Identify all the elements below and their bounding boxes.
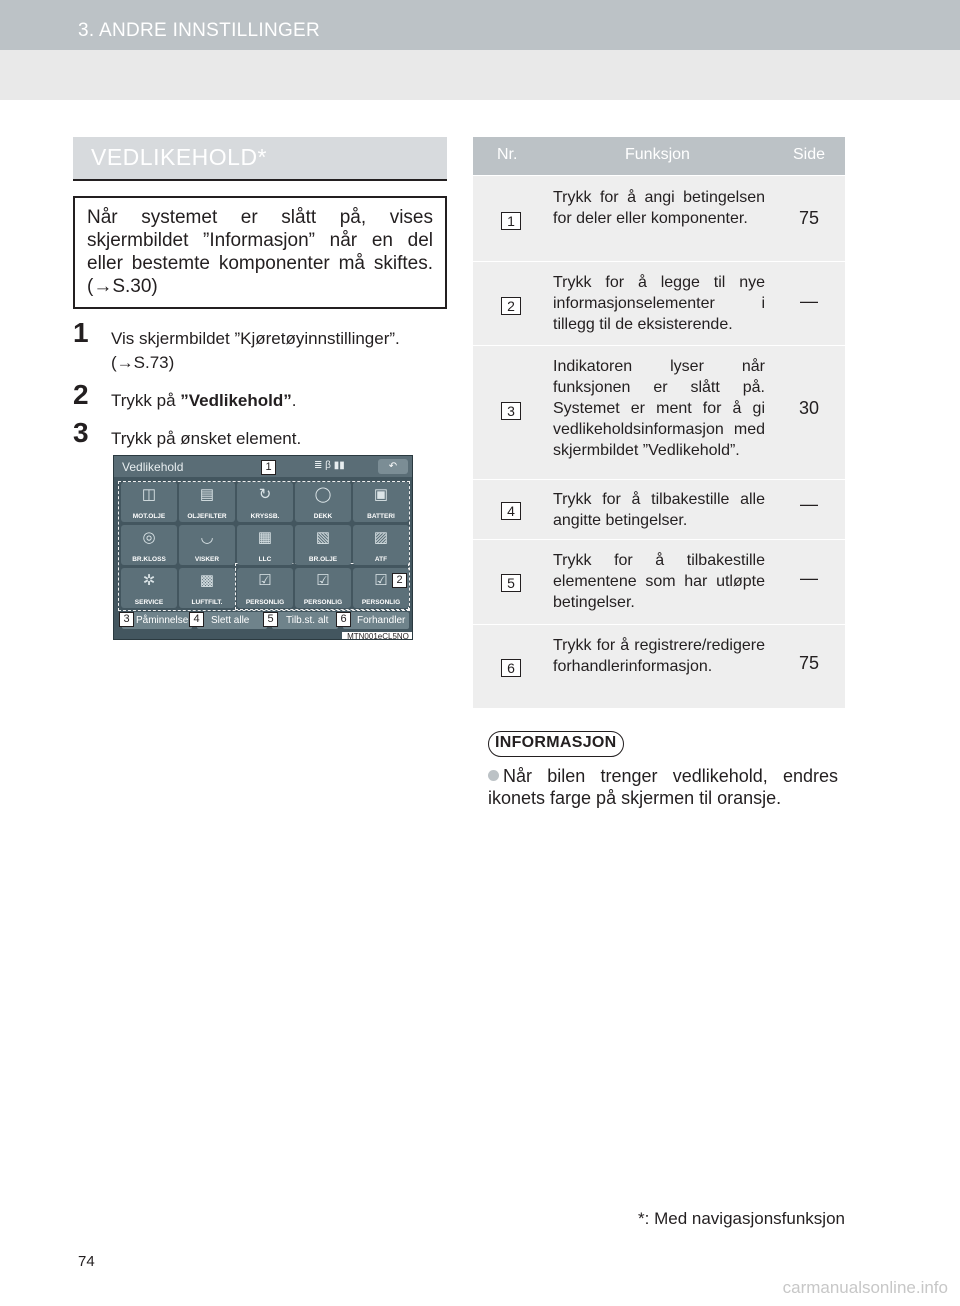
bullet-icon — [488, 770, 499, 781]
screen-title: Vedlikehold — [122, 460, 184, 474]
header-side: Side — [793, 146, 826, 163]
tile-dekk[interactable]: ◯ DEKK — [295, 482, 351, 522]
row-number: 2 — [501, 297, 521, 315]
table-row — [473, 624, 845, 708]
tile-kryssb[interactable]: ↻ KRYSSB. — [237, 482, 293, 522]
battery-icon: ▣ — [373, 486, 389, 503]
tire-rotation-icon: ↻ — [258, 486, 272, 503]
left-column — [73, 137, 447, 465]
tile-llc[interactable]: ▦ LLC — [237, 525, 293, 565]
radiator-icon: ▦ — [257, 529, 273, 546]
reminder-button[interactable]: Påminnelse — [122, 612, 192, 629]
table-row — [473, 479, 845, 539]
figure-code: MTN001eCL5NO — [342, 632, 413, 640]
callout-5: 5 — [263, 612, 278, 627]
oil-can-icon: ◫ — [141, 486, 157, 503]
filter-icon: ▤ — [199, 486, 215, 503]
wrench-icon: ✲ — [142, 572, 156, 589]
row-number: 3 — [501, 402, 521, 420]
row-description: Trykk for å tilbakestille elementene som har utløpte betingelser. — [553, 552, 765, 611]
step-1 — [73, 317, 447, 375]
callout-1: 1 — [261, 460, 276, 475]
transmission-icon: ▨ — [373, 529, 389, 546]
back-button[interactable]: ↶ — [378, 459, 408, 474]
notice-box: Når systemet er slått på, vises skjermbildet ”Informasjon” når en del eller bestemte komponenter må skiftes. (→S.30) — [73, 196, 447, 309]
table-row — [473, 175, 845, 261]
tile-luftfilt[interactable]: ▩ LUFTFILT. — [179, 568, 235, 608]
reset-all-button[interactable]: Tilb.st. alt — [272, 612, 338, 629]
tile-atf[interactable]: ▨ ATF — [353, 525, 409, 565]
step-3 — [73, 417, 447, 451]
row-page: 75 — [798, 208, 820, 228]
step-2 — [73, 379, 447, 413]
step-text: Vis skjermbildet ”Kjøretøyinnstillinger”. (→S.73) — [111, 329, 400, 372]
callout-3: 3 — [119, 612, 134, 627]
table-header — [473, 137, 845, 175]
info-body: Når bilen trenger vedlikehold, endres ikonets farge på skjermen til oransje. — [488, 766, 838, 808]
tile-br-kloss[interactable]: ◎ BR.KLOSS — [121, 525, 177, 565]
status-icons — [314, 460, 345, 471]
row-number: 1 — [501, 212, 521, 230]
row-number: 6 — [501, 659, 521, 677]
tile-personlig-3[interactable]: ☑ PERSONLIG — [353, 568, 409, 608]
info-text — [488, 765, 838, 809]
row-page: — — [800, 568, 818, 588]
tile-service[interactable]: ✲ SERVICE — [121, 568, 177, 608]
tile-visker[interactable]: ◡ VISKER — [179, 525, 235, 565]
tile-personlig-1[interactable]: ☑ PERSONLIG — [237, 568, 293, 608]
row-description: Trykk for å legge til nye informasjonselementer i tillegg til de eksisterende. — [553, 274, 765, 333]
callout-4: 4 — [189, 612, 204, 627]
row-description: Trykk for å registrere/redigere forhandlerinformasjon. — [553, 637, 765, 675]
dealer-button[interactable]: Forhandler — [343, 612, 409, 629]
row-page: 30 — [798, 398, 820, 418]
step-text: Trykk på ønsket element. — [111, 429, 302, 448]
step-number: 1 — [73, 317, 89, 348]
reception-icon: ▮▮ — [333, 460, 345, 471]
checklist-icon: ☑ — [316, 572, 330, 589]
callout-2: 2 — [392, 573, 407, 588]
row-page: — — [800, 494, 818, 514]
step-text-pre: Trykk på — [111, 391, 181, 410]
table-row — [473, 261, 845, 345]
watermark: carmanualsonline.info — [782, 1278, 948, 1297]
tile-br-olje[interactable]: ▧ BR.OLJE — [295, 525, 351, 565]
tile-personlig-2[interactable]: ☑ PERSONLIG — [295, 568, 351, 608]
tile-mot-olje[interactable]: ◫ MOT.OLJE — [121, 482, 177, 522]
signal-icon: ≣ — [314, 460, 323, 471]
step-text-bold: ”Vedlikehold” — [180, 391, 292, 410]
step-number: 2 — [73, 379, 89, 410]
air-filter-icon: ▩ — [199, 572, 215, 589]
header-funksjon: Funksjon — [625, 146, 690, 163]
delete-all-button[interactable]: Slett alle — [197, 612, 267, 629]
section-banner: VEDLIKEHOLD* — [73, 137, 447, 179]
checklist-icon: ☑ — [374, 572, 388, 589]
header-nr: Nr. — [497, 146, 518, 163]
brake-pad-icon: ◎ — [142, 529, 156, 546]
page-number: 74 — [78, 1253, 95, 1270]
function-table — [473, 137, 845, 708]
row-page: 75 — [798, 653, 820, 673]
maintenance-screen — [113, 455, 413, 640]
tile-oljefilter[interactable]: ▤ OLJEFILTER — [179, 482, 235, 522]
callout-6: 6 — [336, 612, 351, 627]
brake-fluid-icon: ▧ — [315, 529, 331, 546]
table-row — [473, 539, 845, 624]
bluetooth-icon: β — [325, 460, 331, 471]
row-description: Indikatoren lyser når funksjonen er slått på. Systemet er ment for å gi vedlikeholdsinformasjon med skjermbildet ”Vedlikehold”. — [553, 358, 765, 459]
row-page: — — [800, 291, 818, 311]
row-number: 5 — [501, 574, 521, 592]
row-number: 4 — [501, 502, 521, 520]
checklist-icon: ☑ — [258, 572, 272, 589]
table-row — [473, 345, 845, 479]
section-title: 3. ANDRE INNSTILLINGER — [78, 20, 321, 41]
wiper-icon: ◡ — [200, 529, 214, 546]
footnote: *: Med navigasjonsfunksjon — [638, 1209, 845, 1228]
row-description: Trykk for å angi betingelsen for deler eller komponenter. — [553, 189, 765, 227]
info-title: INFORMASJON — [488, 731, 624, 757]
step-number: 3 — [73, 417, 89, 448]
tire-icon: ◯ — [314, 486, 332, 503]
banner-rule — [73, 179, 447, 181]
step-text-post: . — [291, 391, 297, 410]
tile-batteri[interactable]: ▣ BATTERI — [353, 482, 409, 522]
row-description: Trykk for å tilbakestille alle angitte betingelser. — [553, 491, 765, 529]
steps-list — [73, 317, 447, 451]
header-bar — [0, 0, 960, 50]
